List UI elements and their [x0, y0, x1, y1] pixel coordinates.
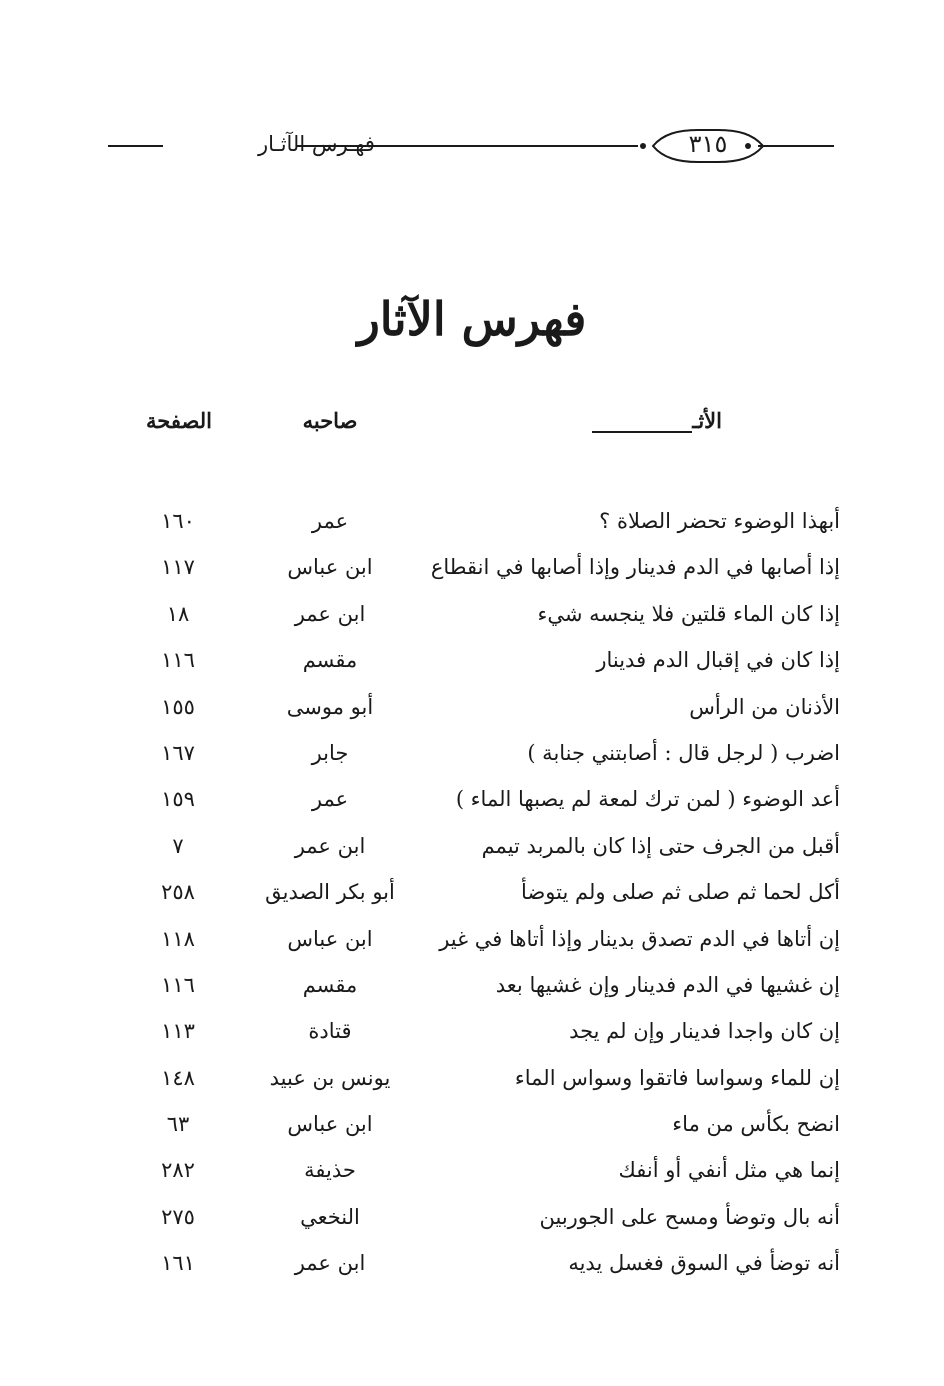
column-header-athar — [592, 408, 722, 433]
running-title: فهـرس الآثـار — [258, 132, 375, 156]
athar-companion: أبو بكر الصديق — [265, 880, 395, 905]
athar-text: أنه بال وتوضأ ومسح على الجوربين — [539, 1204, 840, 1229]
list-item — [0, 1240, 944, 1286]
page-title: فهرس الآثار — [357, 292, 587, 346]
athar-text: اضرب ( لرجل قال : أصابتني جنابة ) — [527, 740, 840, 765]
athar-page: ١١٣ — [161, 1019, 195, 1044]
athar-text: إذا كان الماء قلتين فلا ينجسه شيء — [537, 601, 840, 626]
list-item — [0, 1008, 944, 1054]
athar-companion: ابن عمر — [294, 833, 366, 858]
list-item — [0, 1194, 944, 1240]
list-item — [0, 498, 944, 544]
athar-page: ٧ — [172, 833, 184, 858]
athar-companion: ابن عباس — [287, 1112, 373, 1137]
athar-companion: ابن عباس — [287, 555, 373, 580]
athar-companion: ابن عمر — [294, 1251, 366, 1276]
list-item — [0, 916, 944, 962]
list-item — [0, 544, 944, 590]
athar-page: ٢٥٨ — [161, 880, 195, 905]
athar-text: أنه توضأ في السوق فغسل يديه — [568, 1251, 840, 1276]
column-header-athar-label: الأثـ — [692, 408, 722, 433]
athar-companion: مقسم — [302, 972, 358, 997]
athar-page: ١٥٥ — [161, 694, 195, 719]
athar-page: ١٨ — [166, 601, 190, 626]
athar-text: إن أتاها في الدم تصدق بدينار وإذا أتاها في غير — [439, 926, 840, 951]
athar-text: إنما هي مثل أنفي أو أنفك — [618, 1158, 840, 1183]
list-item — [0, 730, 944, 776]
athar-companion: النخعي — [300, 1204, 360, 1229]
list-item — [0, 869, 944, 915]
list-item — [0, 1147, 944, 1193]
athar-page: ٢٧٥ — [161, 1204, 195, 1229]
athar-page: ١١٨ — [161, 926, 195, 951]
list-item — [0, 684, 944, 730]
athar-companion: مقسم — [302, 648, 358, 673]
running-header — [108, 128, 834, 164]
column-header-page: الصفحة — [146, 408, 212, 433]
athar-text: إن غشيها في الدم فدينار وإن غشيها بعد — [495, 972, 840, 997]
athar-page: ١٦١ — [161, 1251, 195, 1276]
athar-text: إن كان واجدا فدينار وإن لم يجد — [569, 1019, 840, 1044]
athar-companion: عمر — [311, 509, 349, 533]
athar-page: ١١٦ — [161, 648, 195, 673]
list-item — [0, 637, 944, 683]
column-header-companion: صاحبه — [302, 408, 358, 433]
athar-companion: أبو موسى — [286, 694, 374, 719]
tatweel-line — [592, 431, 692, 433]
athar-companion: ابن عمر — [294, 601, 366, 626]
athar-text: إذا كان في إقبال الدم فدينار — [596, 648, 840, 673]
athar-page: ١٦٠ — [161, 509, 195, 533]
athar-index-list — [0, 498, 944, 1287]
athar-page: ١١٧ — [161, 555, 195, 580]
athar-text: إن للماء وسواسا فاتقوا وسواس الماء — [514, 1065, 840, 1090]
list-item — [0, 776, 944, 822]
athar-companion: ابن عباس — [287, 926, 373, 951]
athar-text: أعد الوضوء ( لمن ترك لمعة لم يصبها الماء ) — [455, 787, 840, 812]
athar-text: أقبل من الجرف حتى إذا كان بالمربد تيمم — [481, 833, 840, 858]
list-item — [0, 1055, 944, 1101]
athar-page: ١١٦ — [161, 972, 195, 997]
page-number: ٣١٥ — [688, 130, 728, 158]
athar-text: انضح بكأس من ماء — [672, 1112, 840, 1137]
athar-companion: عمر — [311, 787, 349, 812]
athar-text: الأذنان من الرأس — [689, 694, 840, 719]
list-item — [0, 962, 944, 1008]
athar-companion: قتادة — [308, 1019, 352, 1044]
athar-page: ١٤٨ — [161, 1065, 195, 1090]
list-item — [0, 1101, 944, 1147]
list-item — [0, 823, 944, 869]
athar-text: أكل لحما ثم صلى ثم صلى ولم يتوضأ — [521, 880, 840, 905]
list-item — [0, 591, 944, 637]
athar-page: ٢٨٢ — [161, 1158, 195, 1183]
athar-page: ١٥٩ — [161, 787, 195, 812]
athar-companion: جابر — [311, 740, 349, 765]
athar-page: ١٦٧ — [161, 740, 195, 765]
athar-companion: يونس بن عبيد — [269, 1065, 391, 1090]
athar-text: إذا أصابها في الدم فدينار وإذا أصابها في انقطاع — [430, 555, 840, 580]
athar-page: ٦٣ — [166, 1112, 190, 1137]
athar-companion: حذيفة — [304, 1158, 356, 1183]
athar-text: أبهذا الوضوء تحضر الصلاة ؟ — [599, 509, 840, 533]
